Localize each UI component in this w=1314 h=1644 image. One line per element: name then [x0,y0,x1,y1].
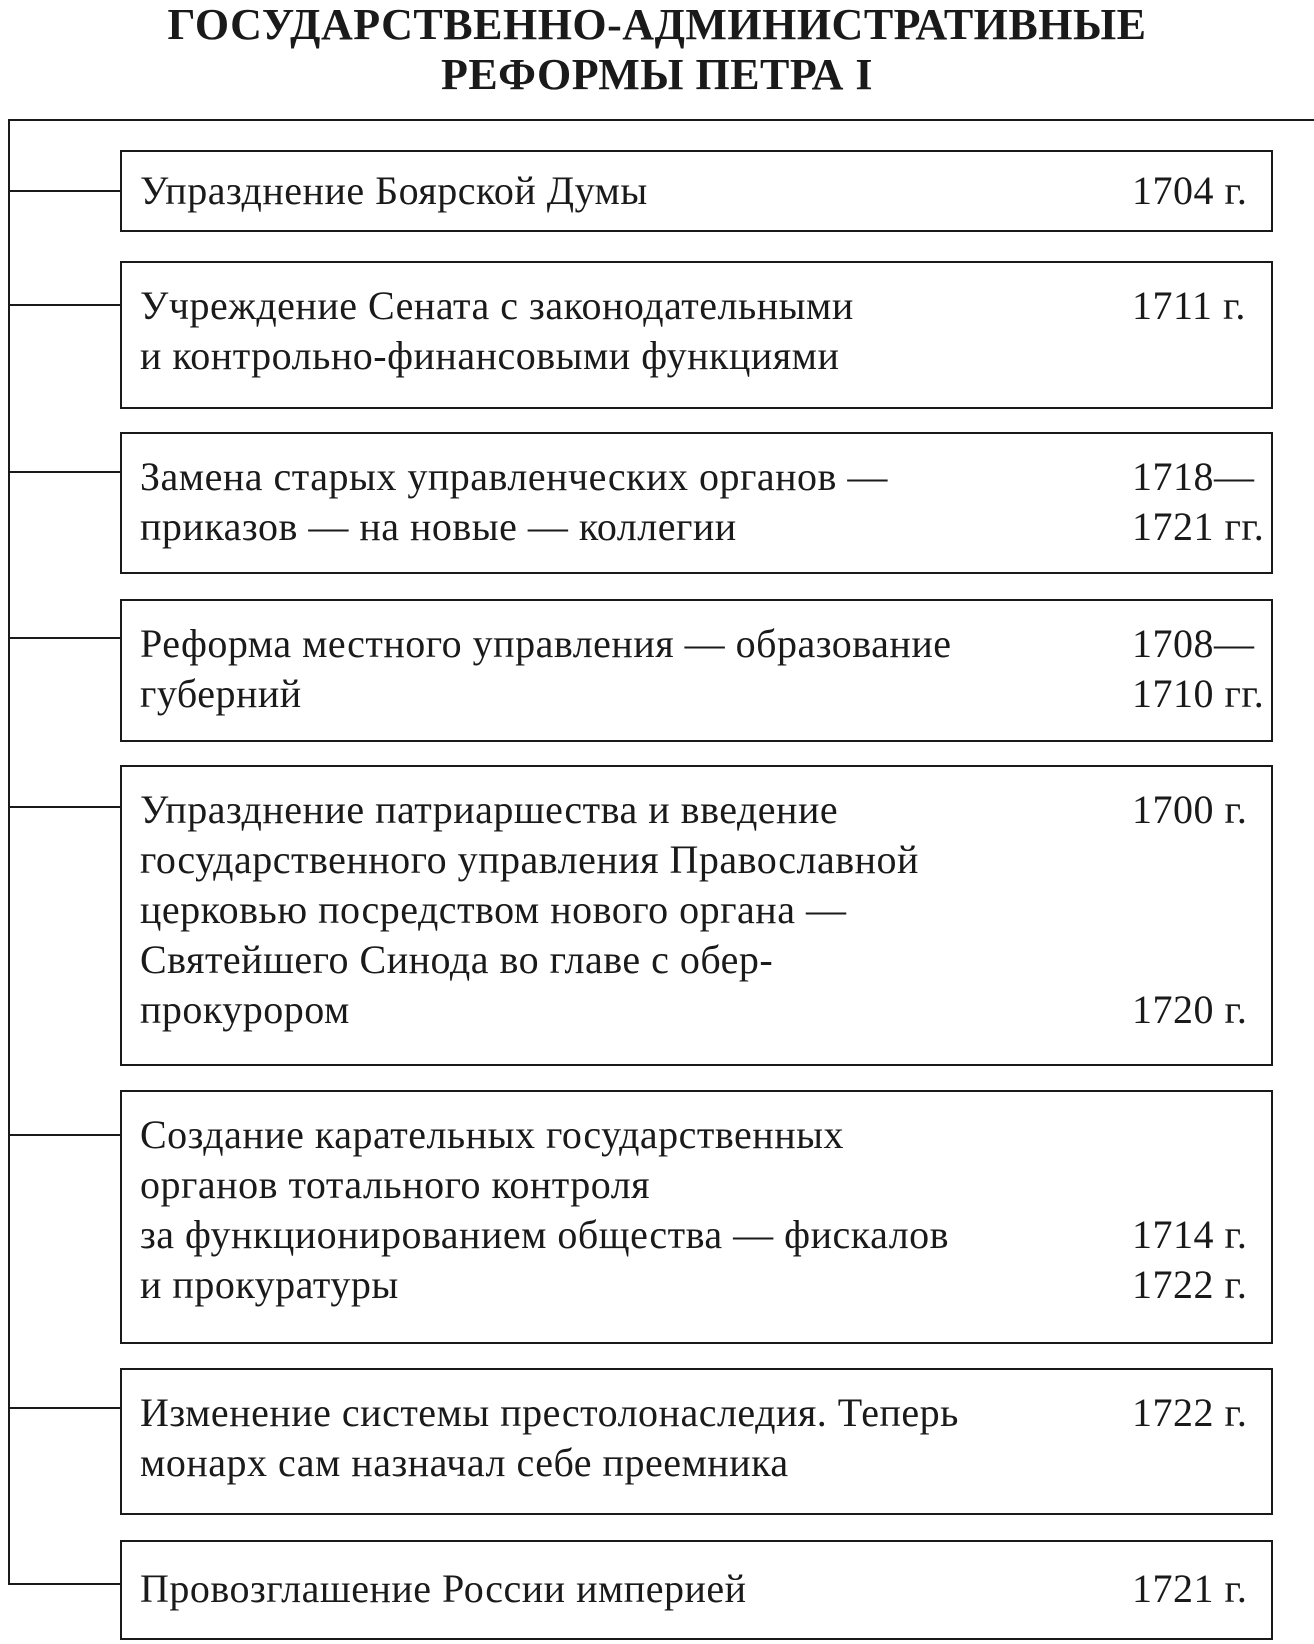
reform-box-1 [120,150,1273,232]
reform-date: 1700 г. 1720 г. [1132,787,1248,1032]
reform-date: 1721 г. [1132,1566,1248,1611]
reform-date: 1718— 1721 гг. [1132,454,1265,549]
reform-box-4 [120,599,1273,742]
reform-text: Создание карательных государственных органов тотального контроля за функционированием общества — фискалов и прокуратуры [140,1112,950,1307]
reform-box-5 [120,765,1273,1066]
reform-box-7 [120,1368,1273,1515]
top-rule [8,119,1314,121]
reform-date: 1714 г. 1722 г. [1132,1212,1248,1307]
reform-box-6 [120,1090,1273,1344]
connector-7 [8,1407,121,1409]
reform-text: Провозглашение России империей [140,1566,747,1611]
connector-3 [8,471,121,473]
reform-text: Упразднение патриаршества и введение государственного управления Православной церковью посредством нового органа — Святейшего Синода во главе с обер- прокурором [140,787,919,1032]
reform-text: Реформа местного управления — образование губерний [140,621,952,716]
connector-4 [8,637,121,639]
title-line-2: РЕФОРМЫ ПЕТРА I [440,50,874,99]
reform-box-8 [120,1540,1273,1640]
reform-text: Учреждение Сената с законодательными и контрольно-финансовыми функциями [140,283,854,378]
reform-text: Замена старых управленческих органов — приказов — на новые — коллегии [140,454,888,549]
page-title [0,0,1314,100]
reform-date: 1711 г. [1132,283,1246,328]
reform-box-2 [120,261,1273,409]
vertical-connector [8,119,10,1584]
reform-date: 1722 г. [1132,1390,1248,1435]
reform-date: 1708— 1710 гг. [1132,621,1265,716]
title-line-1: ГОСУДАРСТВЕННО-АДМИНИСТРАТИВНЫЕ [167,0,1147,49]
reform-box-3 [120,432,1273,574]
reform-text: Упразднение Боярской Думы [140,168,648,213]
connector-8 [8,1583,121,1585]
connector-6 [8,1134,121,1136]
reform-text: Изменение системы престолонаследия. Теперь монарх сам назначал себе преемника [140,1390,959,1485]
connector-2 [8,304,121,306]
connector-5 [8,806,121,808]
reform-date: 1704 г. [1132,168,1248,213]
connector-1 [8,190,121,192]
